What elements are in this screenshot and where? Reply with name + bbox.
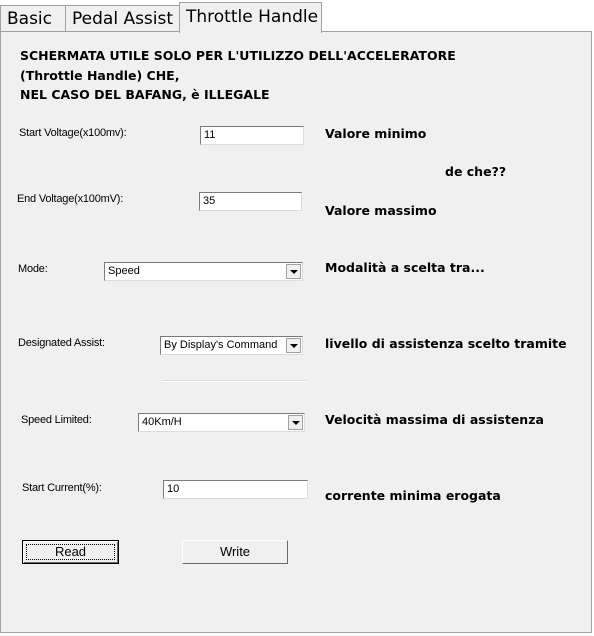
tab-pedal-assist[interactable] [65, 5, 180, 31]
start-current-label: Start Current(%): [22, 482, 102, 494]
start-current-input[interactable]: 10 [163, 480, 308, 499]
mode-value: Speed [108, 265, 140, 277]
tab-throttle-handle[interactable] [179, 2, 322, 33]
mode-label: Mode: [18, 263, 48, 275]
end-voltage-label: End Voltage(x100mV): [17, 193, 124, 205]
mode-select[interactable] [104, 262, 303, 281]
assist-level-note: livello di assistenza scelto tramite [325, 336, 567, 351]
read-button-label: Read [54, 544, 87, 559]
start-voltage-label: Start Voltage(x100mv): [19, 127, 127, 139]
chevron-down-icon[interactable] [286, 338, 301, 353]
end-voltage-input[interactable]: 35 [199, 192, 302, 211]
header-note-line3: NEL CASO DEL BAFANG, è ILLEGALE [20, 87, 270, 102]
speed-limited-label: Speed Limited: [21, 414, 92, 426]
mode-note: Modalità a scelta tra... [325, 260, 485, 275]
designated-assist-label: Designated Assist: [18, 337, 105, 349]
min-current-note: corrente minima erogata [325, 488, 501, 503]
chevron-down-icon[interactable] [288, 415, 303, 430]
header-note-line1: SCHERMATA UTILE SOLO PER L'UTILIZZO DELL'ACCELERATORE [20, 48, 456, 63]
read-button[interactable] [22, 540, 119, 564]
header-note-line2: (Throttle Handle) CHE, [20, 68, 180, 83]
tab-label: Throttle Handle [186, 7, 319, 27]
focus-rect [26, 544, 115, 560]
write-button[interactable] [182, 540, 288, 564]
designated-assist-select[interactable] [160, 336, 303, 355]
max-speed-note: Velocità massima di assistenza [325, 412, 544, 427]
speed-limited-select[interactable] [138, 413, 305, 432]
tab-label: Pedal Assist [72, 9, 174, 29]
min-value-note: Valore minimo [325, 126, 427, 141]
de-che-note: de che?? [445, 164, 507, 179]
speed-limited-value: 40Km/H [142, 416, 182, 428]
separator-line [162, 380, 307, 382]
tab-basic[interactable] [0, 5, 66, 31]
start-voltage-input[interactable]: 11 [200, 126, 304, 145]
tab-label: Basic [7, 9, 53, 29]
chevron-down-icon[interactable] [286, 264, 301, 279]
tab-bar [0, 0, 594, 33]
designated-assist-value: By Display's Command [164, 339, 278, 351]
max-value-note: Valore massimo [325, 203, 437, 218]
write-button-label: Write [219, 544, 251, 559]
